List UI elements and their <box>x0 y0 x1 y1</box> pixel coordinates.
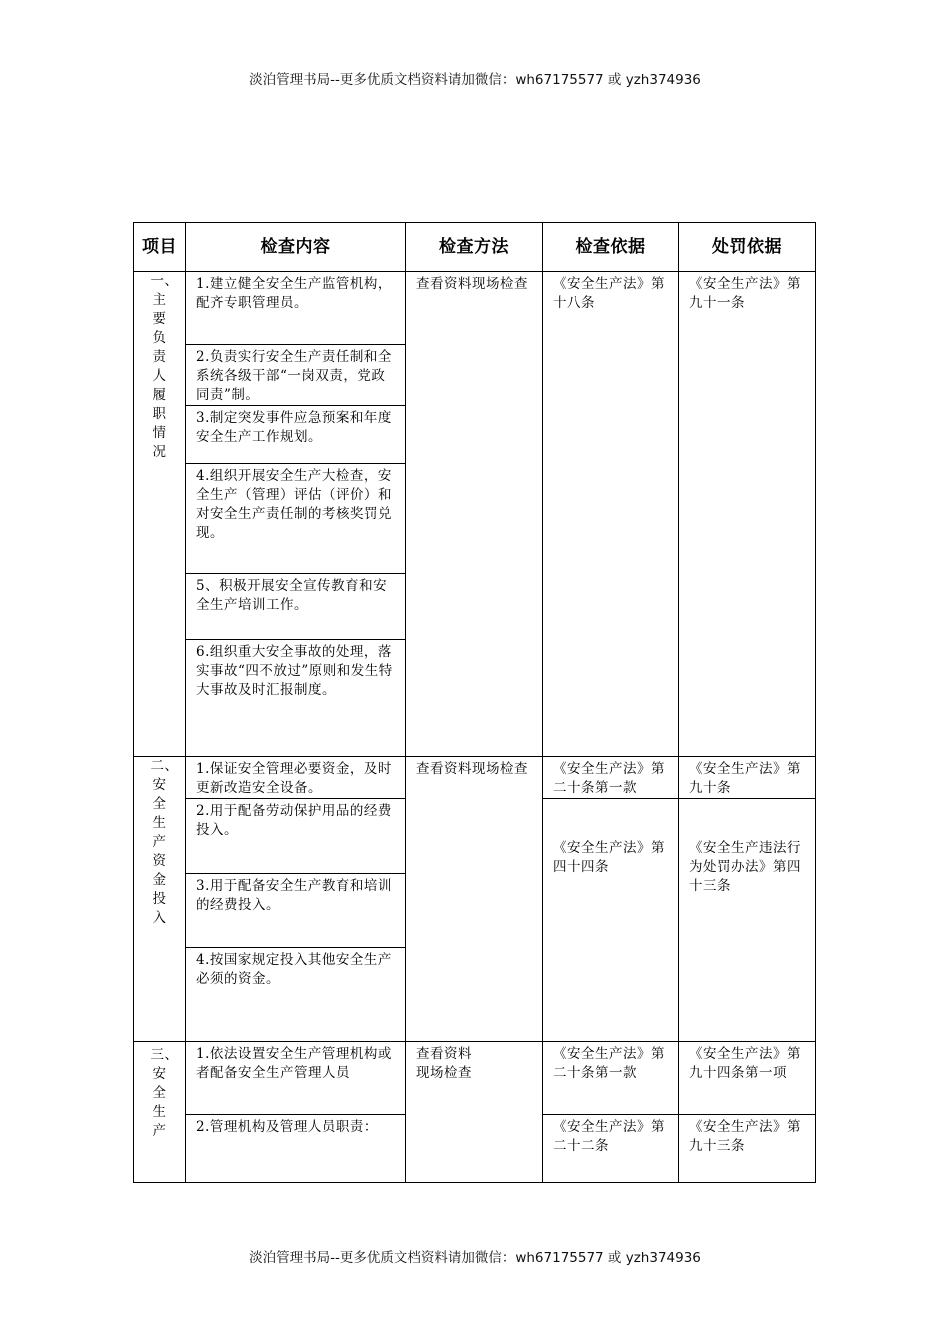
content-cell <box>186 948 406 1042</box>
column-header-penalty: 处罚依据 <box>679 223 816 272</box>
section-1-item-5: 5、积极开展安全宣传教育和安全生产培训工作。 <box>196 578 388 613</box>
section-3-penalty-2: 《安全生产法》第九十三条 <box>689 1119 801 1154</box>
section-3-item-1: 1.依法设置安全生产管理机构或者配备安全生产管理人员 <box>196 1046 392 1081</box>
table-row <box>134 757 816 799</box>
section-title-cell <box>134 1042 186 1183</box>
basis-cell <box>543 1115 679 1183</box>
method-cell <box>406 757 543 1042</box>
section-3-basis-2: 《安全生产法》第二十二条 <box>553 1119 665 1154</box>
content-cell <box>186 272 406 345</box>
section-2-penalty-1: 《安全生产法》第九十条 <box>689 761 801 796</box>
section-3-penalty-1: 《安全生产法》第九十四条第一项 <box>689 1046 801 1081</box>
content-cell <box>186 1115 406 1183</box>
page-footer: 淡泊管理书局--更多优质文档资料请加微信：wh67175577 或 yzh374936 <box>249 1250 701 1266</box>
penalty-cell <box>679 757 816 799</box>
section-2-item-4: 4.按国家规定投入其他安全生产必须的资金。 <box>196 952 392 987</box>
section-2-item-3: 3.用于配备安全生产教育和培训的经费投入。 <box>196 878 392 913</box>
method-cell <box>406 1042 543 1183</box>
section-1-penalty: 《安全生产法》第九十一条 <box>689 276 801 311</box>
section-1-basis: 《安全生产法》第十八条 <box>553 276 665 311</box>
section-3-basis-1: 《安全生产法》第二十条第一款 <box>553 1046 665 1081</box>
section-2-penalty-2: 《安全生产违法行为处罚办法》第四十三条 <box>689 840 801 894</box>
content-cell <box>186 345 406 406</box>
section-3-method: 查看资料现场检查 <box>416 1046 472 1081</box>
content-cell <box>186 757 406 799</box>
section-title-cell <box>134 272 186 757</box>
basis-cell <box>543 799 679 1042</box>
section-1-item-1: 1.建立健全安全生产监管机构，配齐专职管理员。 <box>196 276 392 311</box>
section-1-title: 一、主要负责人履职情况 <box>150 273 179 460</box>
section-1-item-4: 4.组织开展安全生产大检查，安全生产（管理）评估（评价）和对安全生产责任制的考核奖罚兑现。 <box>196 468 392 541</box>
penalty-cell <box>679 272 816 757</box>
section-title-cell <box>134 757 186 1042</box>
penalty-cell <box>679 799 816 1042</box>
column-header-basis: 检查依据 <box>543 223 679 272</box>
column-header-content: 检查内容 <box>186 223 406 272</box>
content-cell <box>186 464 406 574</box>
section-1-item-2: 2.负责实行安全生产责任制和全系统各级干部“一岗双责，党政同责”制。 <box>196 349 392 403</box>
content-cell <box>186 874 406 948</box>
table-row <box>134 272 816 345</box>
table-row <box>134 1042 816 1115</box>
section-1-item-6: 6.组织重大安全事故的处理，落实事故“四不放过”原则和发生特大事故及时汇报制度。 <box>196 644 393 698</box>
column-header-item: 项目 <box>134 223 186 272</box>
section-2-method: 查看资料现场检查 <box>416 761 528 777</box>
content-cell <box>186 799 406 874</box>
page-header: 淡泊管理书局--更多优质文档资料请加微信：wh67175577 或 yzh374936 <box>249 72 701 88</box>
section-2-item-1: 1.保证安全管理必要资金，及时更新改造安全设备。 <box>196 761 392 796</box>
penalty-cell <box>679 1042 816 1115</box>
section-1-item-3: 3.制定突发事件应急预案和年度安全生产工作规划。 <box>196 410 392 445</box>
content-cell <box>186 640 406 757</box>
basis-cell <box>543 757 679 799</box>
content-cell <box>186 574 406 640</box>
section-2-title: 二、安全生产资金投入 <box>150 758 179 926</box>
basis-cell <box>543 272 679 757</box>
section-2-basis-2: 《安全生产法》第四十四条 <box>553 840 665 875</box>
section-2-basis-1: 《安全生产法》第二十条第一款 <box>553 761 665 796</box>
content-cell <box>186 1042 406 1115</box>
penalty-cell <box>679 1115 816 1183</box>
content-cell <box>186 406 406 464</box>
section-3-title: 三、安全生产 <box>150 1047 179 1139</box>
section-1-method: 查看资料现场检查 <box>416 276 528 292</box>
table-header-row <box>134 223 816 272</box>
column-header-method: 检查方法 <box>406 223 543 272</box>
inspection-table <box>133 222 816 1183</box>
method-cell <box>406 272 543 757</box>
section-2-item-2: 2.用于配备劳动保护用品的经费投入。 <box>196 803 392 838</box>
basis-cell <box>543 1042 679 1115</box>
section-3-item-2: 2.管理机构及管理人员职责： <box>196 1119 378 1135</box>
